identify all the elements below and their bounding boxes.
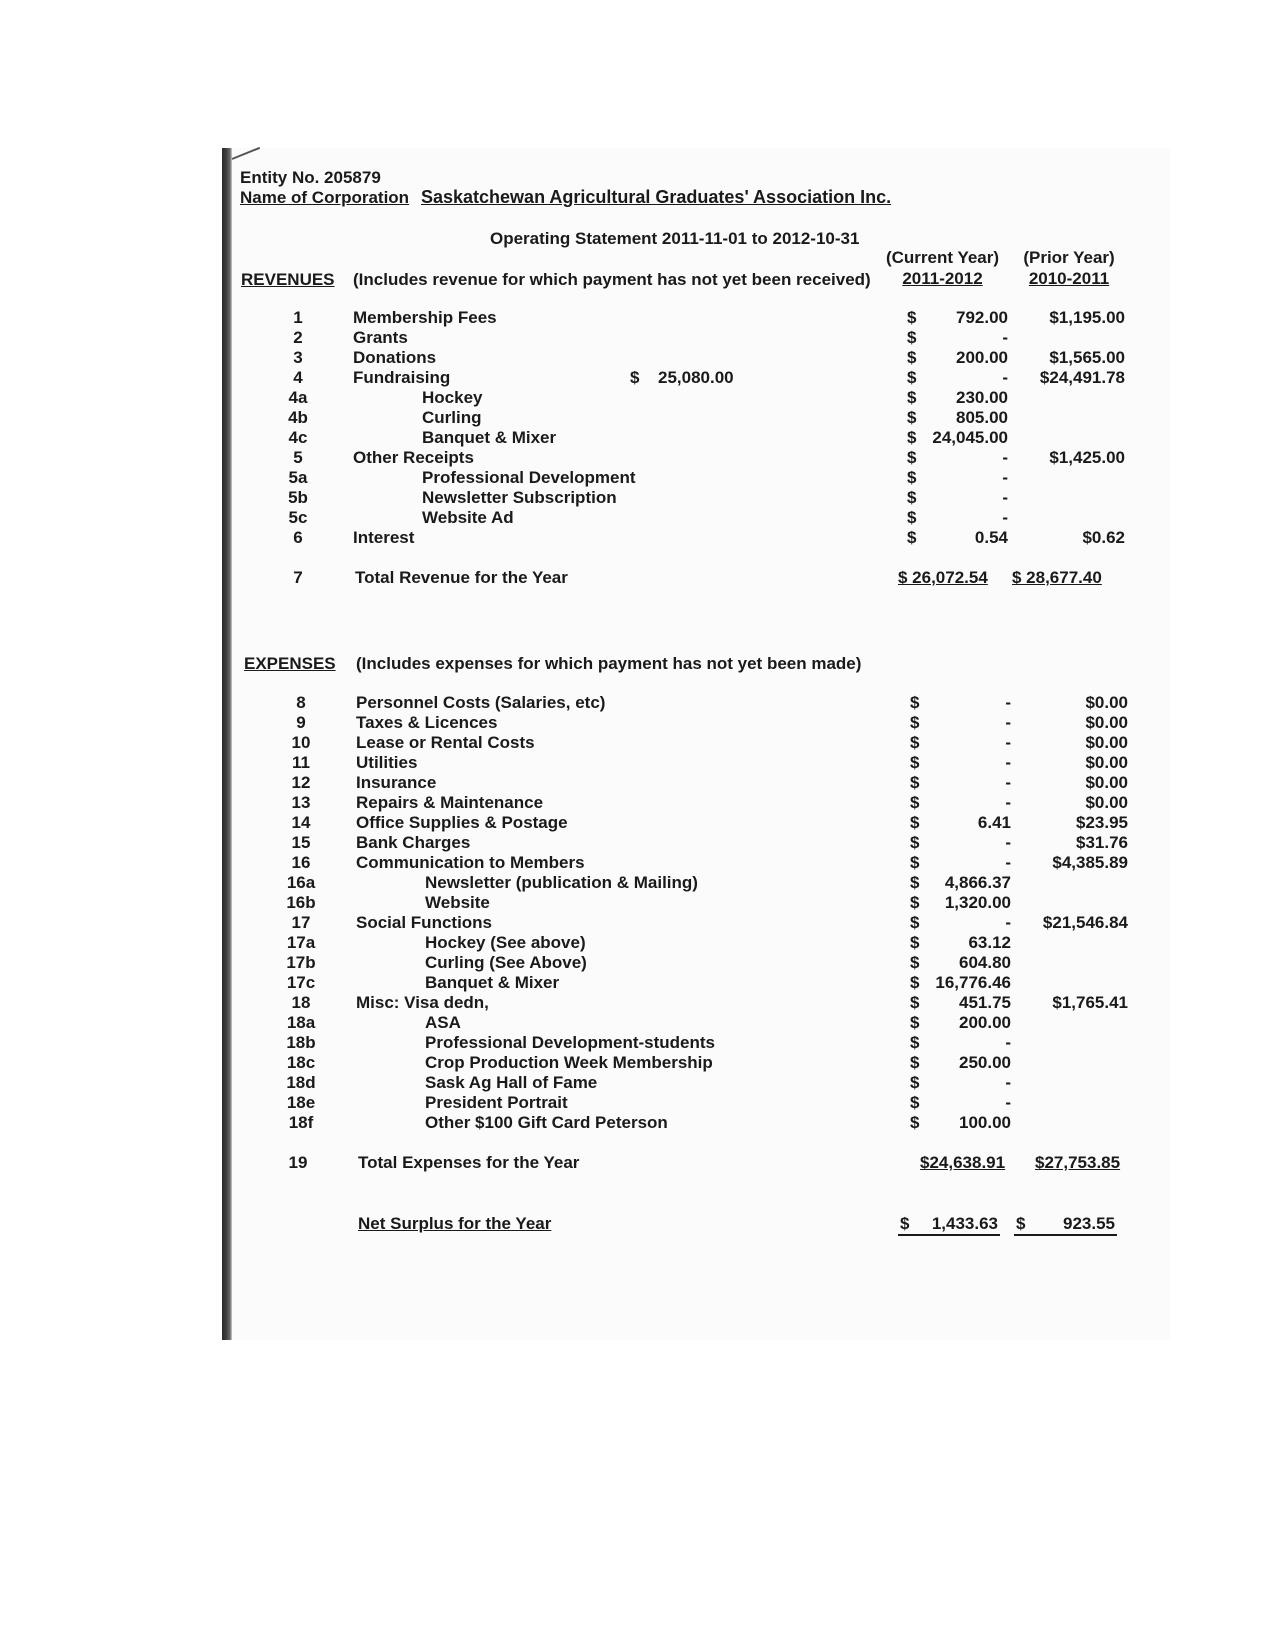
dollar-sign: $ [907, 468, 917, 487]
line-label: Utilities [356, 753, 418, 772]
current-year-amount: 6.41 [977, 813, 1011, 832]
line-label: Curling (See Above) [425, 953, 587, 972]
fundraising-aside-amount: 25,080.00 [658, 368, 734, 387]
dollar-sign: $ [910, 853, 920, 872]
current-year-amount: - [1005, 733, 1011, 752]
line-number: 15 [291, 833, 311, 852]
line-number: 3 [293, 348, 303, 367]
net-surplus-current-underline [898, 1234, 1000, 1236]
dollar-sign: $ [907, 448, 917, 467]
current-year-amount: 24,045.00 [932, 428, 1008, 447]
current-year-amount: - [1005, 1073, 1011, 1092]
current-year-amount: - [1005, 913, 1011, 932]
dollar-sign: $ [907, 308, 917, 327]
dollar-sign: $ [907, 388, 917, 407]
dollar-sign: $ [910, 1113, 920, 1132]
line-number: 5c [288, 508, 308, 527]
line-number: 4 [293, 368, 303, 387]
current-year-amount: 63.12 [968, 933, 1011, 952]
line-label: Office Supplies & Postage [356, 813, 568, 832]
line-number: 14 [291, 813, 311, 832]
line-number: 16b [286, 893, 316, 912]
line-label: Interest [353, 528, 415, 547]
line-number: 16a [286, 873, 316, 892]
line-number: 18a [286, 1013, 316, 1032]
current-year-amount: 16,776.46 [935, 973, 1011, 992]
dollar-sign: $ [910, 773, 920, 792]
dollar-sign: $ [907, 428, 917, 447]
line-label: Newsletter Subscription [422, 488, 617, 507]
dollar-sign: $ [910, 813, 920, 832]
current-year-amount: 4,866.37 [944, 873, 1011, 892]
line-number: 17 [291, 913, 311, 932]
line-number: 13 [291, 793, 311, 812]
dollar-sign: $ [910, 933, 920, 952]
revenues-note: (Includes revenue for which payment has not yet been received) [353, 270, 871, 289]
line-label: Newsletter (publication & Mailing) [425, 873, 698, 892]
line-number: 5a [288, 468, 308, 487]
current-year-amount: - [1002, 508, 1008, 527]
current-year-amount: - [1005, 1093, 1011, 1112]
dollar-sign: $ [910, 1033, 920, 1052]
line-label: Personnel Costs (Salaries, etc) [356, 693, 606, 712]
prior-year-amount: $0.00 [1085, 713, 1128, 732]
current-year-amount: - [1002, 448, 1008, 467]
current-year-amount: - [1002, 488, 1008, 507]
dollar-sign: $ [910, 1013, 920, 1032]
current-year-amount: 230.00 [956, 388, 1008, 407]
dollar-sign: $ [907, 528, 917, 547]
prior-year-amount: $0.00 [1085, 773, 1128, 792]
line-label: Website [425, 893, 490, 912]
line-number: 5b [288, 488, 308, 507]
line-label: Grants [353, 328, 408, 347]
line-number: 2 [293, 328, 303, 347]
dollar-sign: $ [910, 893, 920, 912]
line-label: Repairs & Maintenance [356, 793, 544, 812]
line-label: Misc: Visa dedn, [356, 993, 489, 1012]
expense-total-label: Total Expenses for the Year [358, 1153, 580, 1172]
dollar-sign: $ [907, 408, 917, 427]
dollar-sign: $ [910, 713, 920, 732]
line-label: Lease or Rental Costs [356, 733, 535, 752]
current-year-amount: - [1002, 368, 1008, 387]
current-year-amount: 0.54 [974, 528, 1008, 547]
fundraising-aside-dollar: $ [630, 368, 640, 387]
expense-total-number: 19 [288, 1153, 308, 1172]
line-number: 9 [296, 713, 306, 732]
prior-year-amount: $21,546.84 [1042, 913, 1128, 932]
line-label: Banquet & Mixer [422, 428, 557, 447]
current-year-amount: - [1002, 328, 1008, 347]
dollar-sign: $ [910, 753, 920, 772]
dollar-sign: $ [910, 993, 920, 1012]
revenues-heading: REVENUES [241, 270, 335, 289]
dollar-sign: $ [910, 693, 920, 712]
revenue-total-current: $ 26,072.54 [898, 568, 988, 587]
current-year-amount: - [1002, 468, 1008, 487]
line-number: 11 [292, 753, 310, 772]
line-label: ASA [425, 1013, 461, 1032]
current-year-label: (Current Year) [885, 248, 1000, 267]
expenses-note: (Includes expenses for which payment has not yet been made) [356, 654, 862, 673]
line-label: Professional Development-students [425, 1033, 716, 1052]
prior-year-amount: $4,385.89 [1052, 853, 1128, 872]
current-year-amount: 805.00 [956, 408, 1008, 427]
line-number: 12 [291, 773, 311, 792]
line-label: Sask Ag Hall of Fame [425, 1073, 598, 1092]
line-label: Hockey (See above) [425, 933, 586, 952]
prior-year-amount: $0.00 [1085, 733, 1128, 752]
current-year-amount: - [1005, 713, 1011, 732]
net-surplus-prior-underline [1014, 1234, 1117, 1236]
prior-year-amount: $24,491.78 [1039, 368, 1125, 387]
dollar-sign: $ [910, 873, 920, 892]
net-surplus-current: 1,433.63 [931, 1214, 998, 1233]
current-year-amount: - [1005, 773, 1011, 792]
binder-edge [222, 148, 232, 1340]
prior-year-amount: $0.00 [1085, 753, 1128, 772]
current-year-amount: - [1005, 753, 1011, 772]
current-year-amount: - [1005, 1033, 1011, 1052]
line-label: Insurance [356, 773, 437, 792]
line-number: 4b [288, 408, 308, 427]
current-year-amount: - [1005, 793, 1011, 812]
current-year-range: 2011-2012 [902, 269, 983, 288]
dollar-sign: $ [910, 793, 920, 812]
revenue-total-prior: $ 28,677.40 [1012, 568, 1102, 587]
line-number: 18b [286, 1033, 316, 1052]
expense-total-current: $24,638.91 [920, 1153, 1006, 1172]
current-year-amount: 100.00 [959, 1113, 1011, 1132]
current-year-amount: 1,320.00 [944, 893, 1011, 912]
dollar-sign: $ [910, 913, 920, 932]
line-number: 18f [288, 1113, 314, 1132]
prior-year-amount: $0.62 [1082, 528, 1125, 547]
dollar-sign: $ [907, 348, 917, 367]
dollar-sign: $ [910, 1053, 920, 1072]
prior-year-label: (Prior Year) [1023, 248, 1115, 267]
line-label: Membership Fees [353, 308, 497, 327]
line-number: 4a [288, 388, 308, 407]
dollar-sign: $ [907, 368, 917, 387]
line-label: Other $100 Gift Card Peterson [425, 1113, 668, 1132]
net-surplus-current-dollar: $ [900, 1214, 910, 1233]
expense-total-prior: $27,753.85 [1035, 1153, 1121, 1172]
line-label: Taxes & Licences [356, 713, 498, 732]
line-label: Banquet & Mixer [425, 973, 560, 992]
line-number: 4c [288, 428, 308, 447]
dollar-sign: $ [910, 733, 920, 752]
dollar-sign: $ [910, 973, 920, 992]
net-surplus-prior-dollar: $ [1016, 1214, 1026, 1233]
line-label: Social Functions [356, 913, 493, 932]
revenue-total-number: 7 [293, 568, 303, 587]
line-number: 6 [293, 528, 303, 547]
current-year-amount: 200.00 [959, 1013, 1011, 1032]
line-number: 18 [291, 993, 311, 1012]
prior-year-range: 2010-2011 [1028, 269, 1110, 288]
prior-year-amount: $31.76 [1076, 833, 1128, 852]
current-year-amount: 604.80 [959, 953, 1011, 972]
line-number: 8 [296, 693, 306, 712]
dollar-sign: $ [910, 1093, 920, 1112]
line-number: 18e [286, 1093, 316, 1112]
prior-year-amount: $1,195.00 [1049, 308, 1125, 327]
line-label: Other Receipts [353, 448, 474, 467]
line-label: Website Ad [422, 508, 514, 527]
dollar-sign: $ [910, 953, 920, 972]
corporation-name-label: Name of Corporation [240, 188, 410, 207]
prior-year-amount: $0.00 [1085, 793, 1128, 812]
corporation-name: Saskatchewan Agricultural Graduates' Association Inc. [421, 187, 892, 207]
dollar-sign: $ [910, 833, 920, 852]
prior-year-amount: $1,565.00 [1049, 348, 1125, 367]
entity-number: Entity No. 205879 [240, 168, 381, 187]
line-label: Crop Production Week Membership [425, 1053, 713, 1072]
line-number: 17c [286, 973, 316, 992]
current-year-amount: - [1005, 833, 1011, 852]
net-surplus-label: Net Surplus for the Year [358, 1214, 552, 1233]
prior-year-amount: $1,425.00 [1049, 448, 1125, 467]
line-number: 5 [293, 448, 303, 467]
line-number: 17a [286, 933, 316, 952]
line-number: 18d [286, 1073, 316, 1092]
expenses-heading: EXPENSES [244, 654, 336, 673]
current-year-amount: 200.00 [956, 348, 1008, 367]
revenue-total-label: Total Revenue for the Year [355, 568, 568, 587]
current-year-amount: - [1005, 693, 1011, 712]
current-year-amount: - [1005, 853, 1011, 872]
line-number: 1 [293, 308, 303, 327]
current-year-amount: 451.75 [959, 993, 1011, 1012]
line-number: 16 [291, 853, 311, 872]
prior-year-amount: $0.00 [1085, 693, 1128, 712]
line-number: 10 [291, 733, 311, 752]
statement-title: Operating Statement 2011-11-01 to 2012-10-31 [490, 229, 860, 248]
dollar-sign: $ [907, 488, 917, 507]
line-label: Fundraising [353, 368, 451, 387]
line-number: 17b [286, 953, 316, 972]
line-number: 18c [286, 1053, 316, 1072]
prior-year-amount: $1,765.41 [1052, 993, 1128, 1012]
line-label: President Portrait [425, 1093, 568, 1112]
dollar-sign: $ [907, 328, 917, 347]
prior-year-amount: $23.95 [1076, 813, 1128, 832]
dollar-sign: $ [910, 1073, 920, 1092]
line-label: Donations [353, 348, 437, 367]
line-label: Curling [422, 408, 482, 427]
dollar-sign: $ [907, 508, 917, 527]
line-label: Hockey [422, 388, 483, 407]
line-label: Bank Charges [356, 833, 471, 852]
line-label: Communication to Members [356, 853, 585, 872]
net-surplus-prior: 923.55 [1063, 1214, 1115, 1233]
current-year-amount: 250.00 [959, 1053, 1011, 1072]
line-label: Professional Development [422, 468, 636, 487]
current-year-amount: 792.00 [956, 308, 1008, 327]
